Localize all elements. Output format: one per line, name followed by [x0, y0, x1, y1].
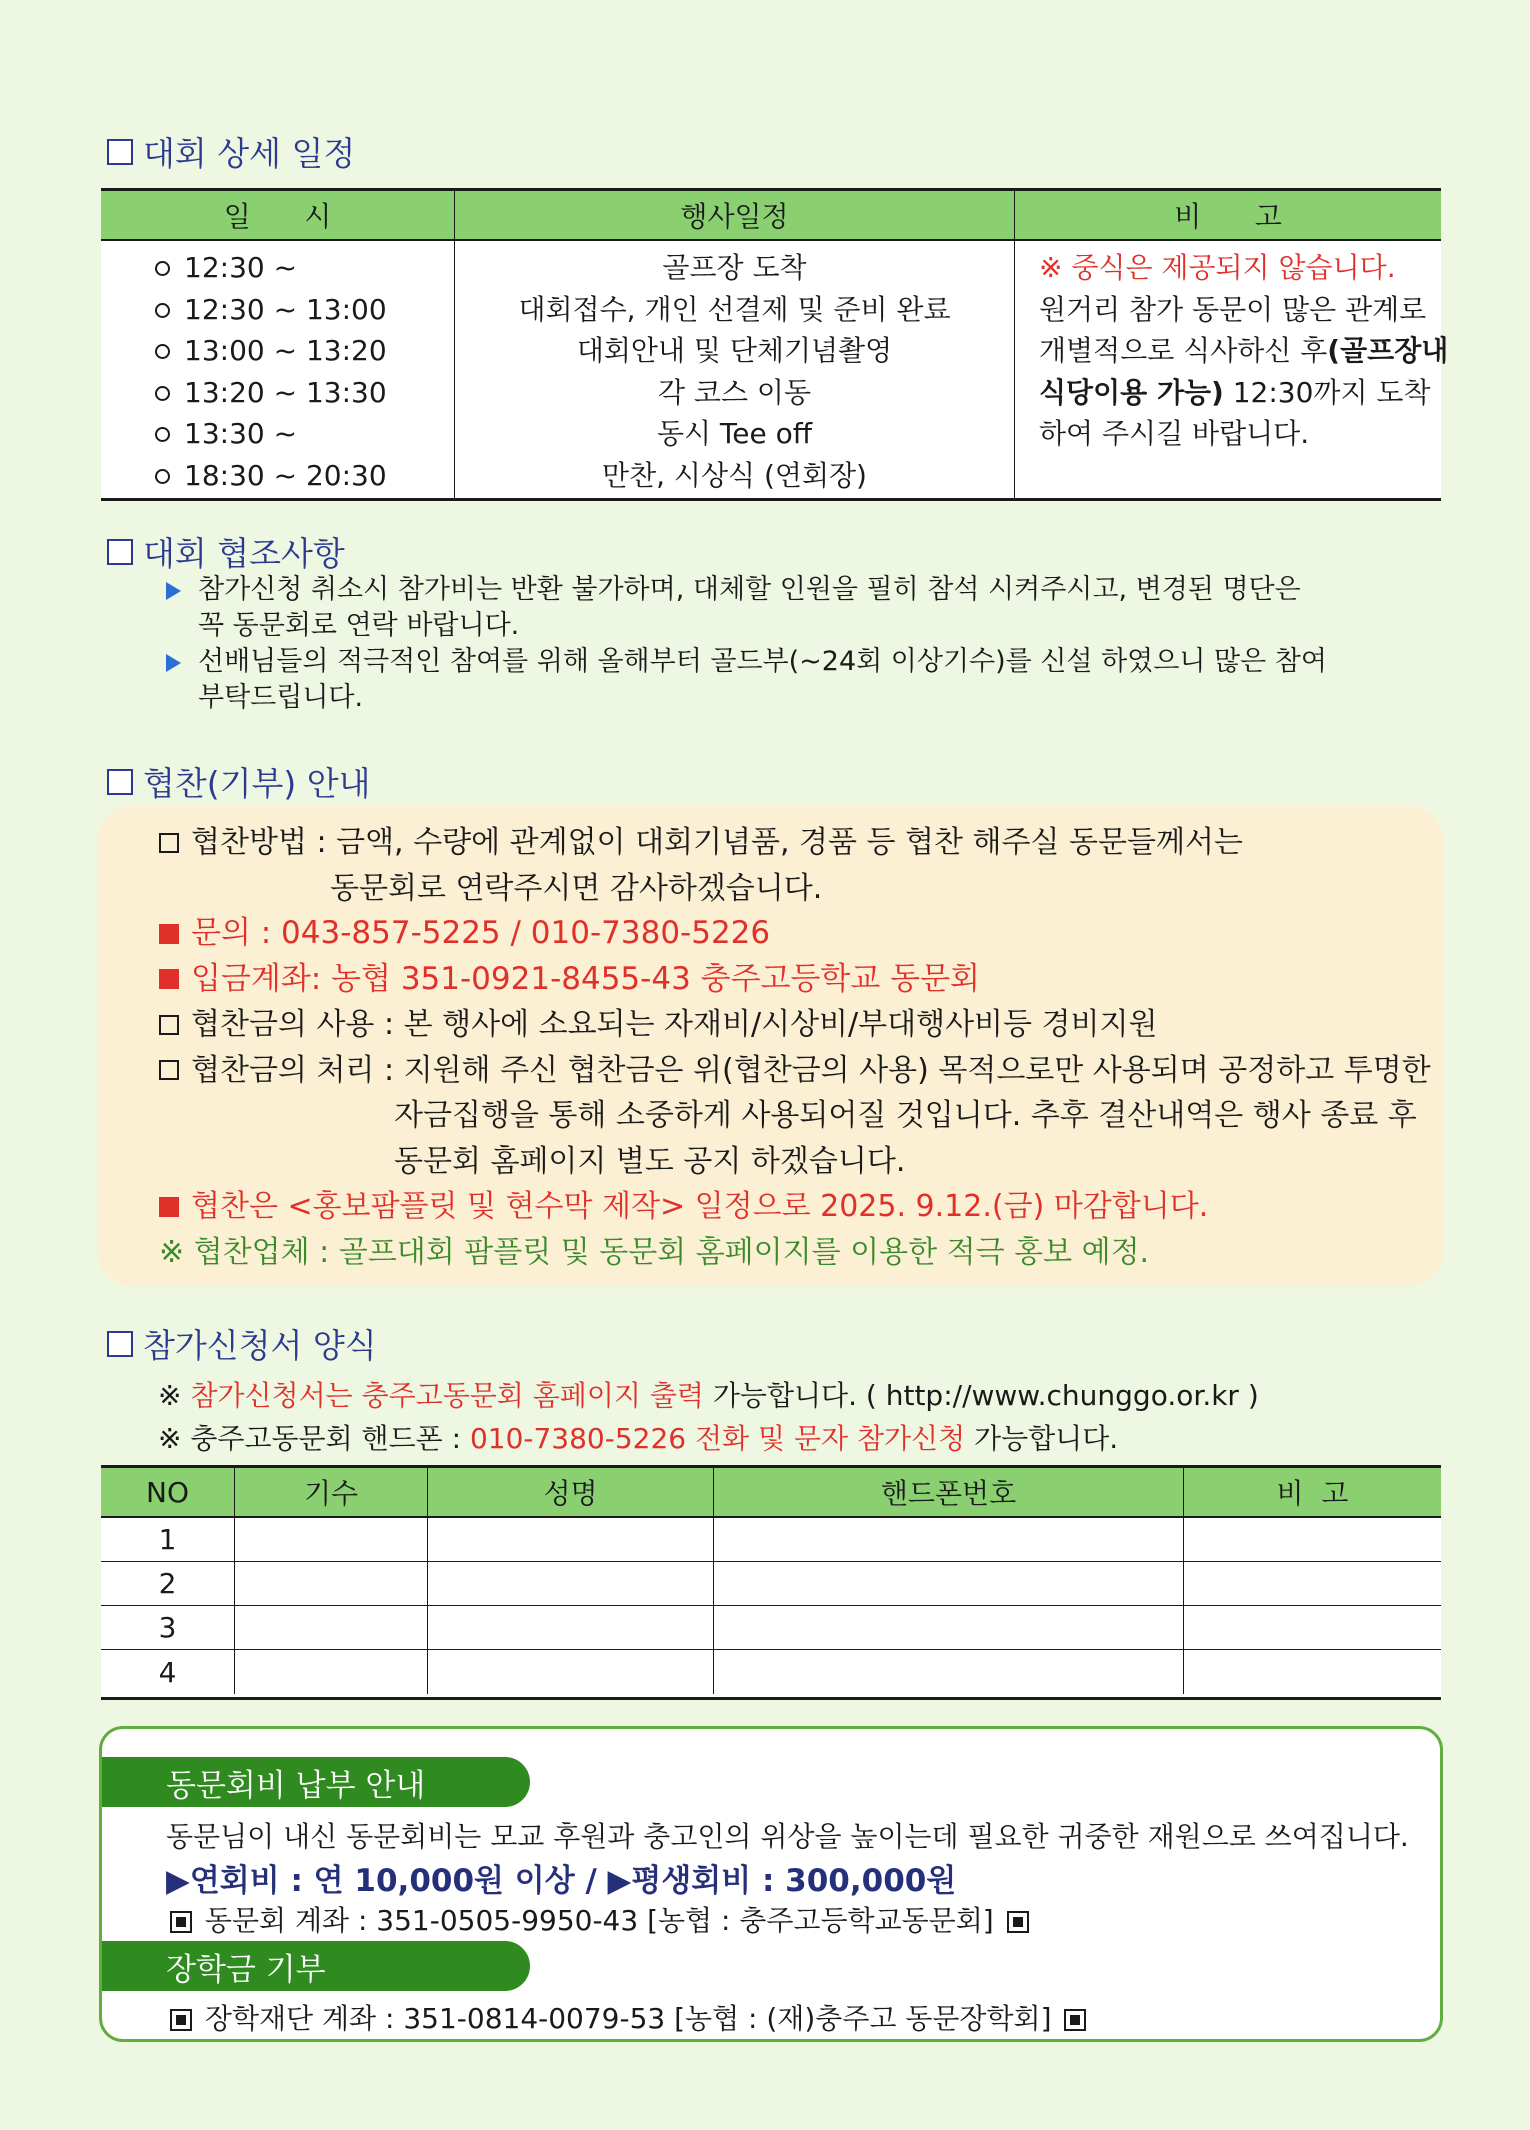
- phone-cell[interactable]: [714, 1606, 1184, 1649]
- circle-bullet-icon: [155, 344, 170, 359]
- circle-bullet-icon: [155, 427, 170, 442]
- time-column: [101, 241, 455, 499]
- scholarship-title-pill: 장학금 기부: [102, 1941, 530, 1991]
- event-item: 각 코스 이동: [657, 375, 812, 409]
- sponsor-handling-cont: 자금집행을 통해 소중하게 사용되어질 것입니다. 추후 결산내역은 행사 종료 후: [394, 1098, 1417, 1133]
- apply-notes: [158, 1374, 1259, 1460]
- filled-square-icon: [159, 924, 179, 944]
- class-cell[interactable]: [235, 1606, 428, 1649]
- event-item: 골프장 도착: [662, 251, 807, 284]
- header-class: 기수: [235, 1468, 428, 1516]
- row-number: 4: [101, 1650, 235, 1694]
- event-column: [455, 241, 1015, 499]
- header-time: 일 시: [101, 191, 455, 239]
- square-mark-icon: [170, 2009, 192, 2031]
- filled-square-icon: [159, 969, 179, 989]
- lunch-notice: ※ 중식은 제공되지 않습니다.: [1039, 251, 1396, 284]
- name-cell[interactable]: [428, 1606, 714, 1649]
- sponsor-method-cont: 동문회로 연락주시면 감사하겠습니다.: [330, 870, 823, 906]
- name-cell[interactable]: [428, 1650, 714, 1694]
- note-line: 원거리 참가 동문이 많은 관계로: [1039, 292, 1427, 326]
- square-bullet-icon: [159, 833, 179, 853]
- coop-notes: [166, 572, 1327, 716]
- fee-box: [99, 1726, 1443, 2042]
- square-bullet-icon: [159, 1060, 179, 1080]
- header-name: 성명: [428, 1468, 714, 1516]
- remark-cell[interactable]: [1184, 1606, 1441, 1649]
- schedule-section-title: 대회 상세 일정: [107, 128, 355, 175]
- schedule-table: [101, 188, 1449, 501]
- application-header-row: [101, 1468, 1441, 1518]
- schedule-header-row: [101, 191, 1441, 241]
- checkbox-icon: [107, 139, 133, 165]
- apply-note: ※ 충주고동문회 핸드폰 : 010-7380-5226 전화 및 문자 참가신청 가능합니다.: [158, 1422, 1119, 1455]
- row-number: 2: [101, 1562, 235, 1605]
- table-row: [101, 1562, 1441, 1606]
- phone-cell[interactable]: [714, 1650, 1184, 1694]
- phone-cell[interactable]: [714, 1562, 1184, 1605]
- fee-title-pill: 동문회비 납부 안내: [102, 1757, 530, 1807]
- sponsor-usage: 협찬금의 사용 : 본 행사에 소요되는 자재비/시상비/부대행사비등 경비지원: [159, 1002, 1443, 1048]
- sponsor-handling: 협찬금의 처리 : 지원해 주신 협찬금은 위(협찬금의 사용) 목적으로만 사용되며 공정하고 투명한: [159, 1048, 1443, 1094]
- square-bullet-icon: [159, 1015, 179, 1035]
- time-item: 13:30 ~: [155, 413, 454, 455]
- name-cell[interactable]: [428, 1518, 714, 1561]
- coop-section-title: 대회 협조사항: [107, 528, 345, 575]
- time-item: 13:00 ~ 13:20: [155, 330, 454, 372]
- time-item: 13:20 ~ 13:30: [155, 372, 454, 414]
- scholarship-account: 장학재단 계좌 : 351-0814-0079-53 [농협 : (재)충주고 동문장학회]: [166, 1997, 1090, 2037]
- table-row: [101, 1606, 1441, 1650]
- note-line: 식당이용 가능) 12:30까지 도착: [1039, 375, 1431, 409]
- row-number: 3: [101, 1606, 235, 1649]
- application-form-table: [101, 1465, 1441, 1700]
- circle-bullet-icon: [155, 469, 170, 484]
- square-mark-icon: [1064, 2009, 1086, 2031]
- circle-bullet-icon: [155, 261, 170, 276]
- sponsor-handling-cont: 동문회 홈페이지 별도 공지 하겠습니다.: [394, 1143, 906, 1179]
- square-mark-icon: [170, 1911, 192, 1933]
- table-row: [101, 1650, 1441, 1694]
- name-cell[interactable]: [428, 1562, 714, 1605]
- sponsor-method: 협찬방법 : 금액, 수량에 관계없이 대회기념품, 경품 등 협찬 해주실 동문들께서는: [159, 820, 1443, 866]
- checkbox-icon: [107, 539, 133, 565]
- note-line: 개별적으로 식사하신 후(골프장내: [1039, 334, 1449, 367]
- checkbox-icon: [107, 769, 133, 795]
- header-no: NO: [101, 1468, 235, 1516]
- circle-bullet-icon: [155, 386, 170, 401]
- header-event: 행사일정: [455, 191, 1015, 239]
- note-line: 하여 주시길 바랍니다.: [1039, 417, 1310, 450]
- event-item: 대회접수, 개인 선결제 및 준비 완료: [518, 292, 951, 326]
- table-row: [101, 1518, 1441, 1562]
- sponsor-promo: ※ 협찬업체 : 골프대회 팜플릿 및 동문회 홈페이지를 이용한 적극 홍보 예정.: [159, 1234, 1150, 1270]
- header-remark: 비 고: [1276, 1477, 1349, 1510]
- schedule-body: [101, 241, 1449, 499]
- event-item: 만찬, 시상식 (연회장): [602, 458, 867, 492]
- checkbox-icon: [107, 1331, 133, 1357]
- row-number: 1: [101, 1518, 235, 1561]
- square-mark-icon: [1007, 1911, 1029, 1933]
- class-cell[interactable]: [235, 1650, 428, 1694]
- class-cell[interactable]: [235, 1562, 428, 1605]
- circle-bullet-icon: [155, 303, 170, 318]
- time-item: 12:30 ~ 13:00: [155, 289, 454, 331]
- header-phone: 핸드폰번호: [714, 1468, 1184, 1516]
- sponsor-deadline: 협찬은 <홍보팜플릿 및 현수막 제작> 일정으로 2025. 9.12.(금) 마감합니다.: [159, 1184, 1443, 1230]
- time-item: 12:30 ~: [155, 247, 454, 289]
- sponsor-account: 입금계좌: 농협 351-0921-8455-43 충주고등학교 동문회: [159, 957, 1443, 1003]
- header-note: 비 고: [1174, 200, 1282, 233]
- class-cell[interactable]: [235, 1518, 428, 1561]
- note-column: [1015, 241, 1449, 499]
- time-item: 18:30 ~ 20:30: [155, 455, 454, 497]
- event-item: 대회안내 및 단체기념촬영: [576, 334, 893, 367]
- remark-cell[interactable]: [1184, 1518, 1441, 1561]
- event-item: 동시 Tee off: [656, 417, 813, 450]
- apply-note: ※ 참가신청서는 충주고동문회 홈페이지 출력 가능합니다. ( http://www.chunggo.or.kr ): [158, 1379, 1259, 1412]
- remark-cell[interactable]: [1184, 1650, 1441, 1694]
- coop-item: 선배님들의 적극적인 참여를 위해 올해부터 골드부(~24회 이상기수)를 신설 하였으니 많은 참여 부탁드립니다.: [166, 644, 1327, 716]
- sponsor-section-title: 협찬(기부) 안내: [107, 758, 371, 805]
- fee-amounts: ▶연회비 : 연 10,000원 이상 / ▶평생회비 : 300,000원: [166, 1863, 957, 1899]
- fee-account: 동문회 계좌 : 351-0505-9950-43 [농협 : 충주고등학교동문회]: [166, 1899, 1033, 1939]
- filled-square-icon: [159, 1197, 179, 1217]
- fee-description: 동문님이 내신 동문회비는 모교 후원과 충고인의 위상을 높이는데 필요한 귀중한 재원으로 쓰여집니다.: [166, 1820, 1409, 1853]
- coop-item: 참가신청 취소시 참가비는 반환 불가하며, 대체할 인원을 필히 참석 시켜주시고, 변경된 명단은 꼭 동문회로 연락 바랍니다.: [166, 572, 1327, 644]
- remark-cell[interactable]: [1184, 1562, 1441, 1605]
- phone-cell[interactable]: [714, 1518, 1184, 1561]
- sponsor-contact: 문의 : 043-857-5225 / 010-7380-5226: [159, 911, 1443, 957]
- triangle-bullet-icon: [166, 582, 181, 600]
- triangle-bullet-icon: [166, 654, 181, 672]
- apply-section-title: 참가신청서 양식: [107, 1320, 377, 1367]
- sponsor-box: [97, 806, 1443, 1286]
